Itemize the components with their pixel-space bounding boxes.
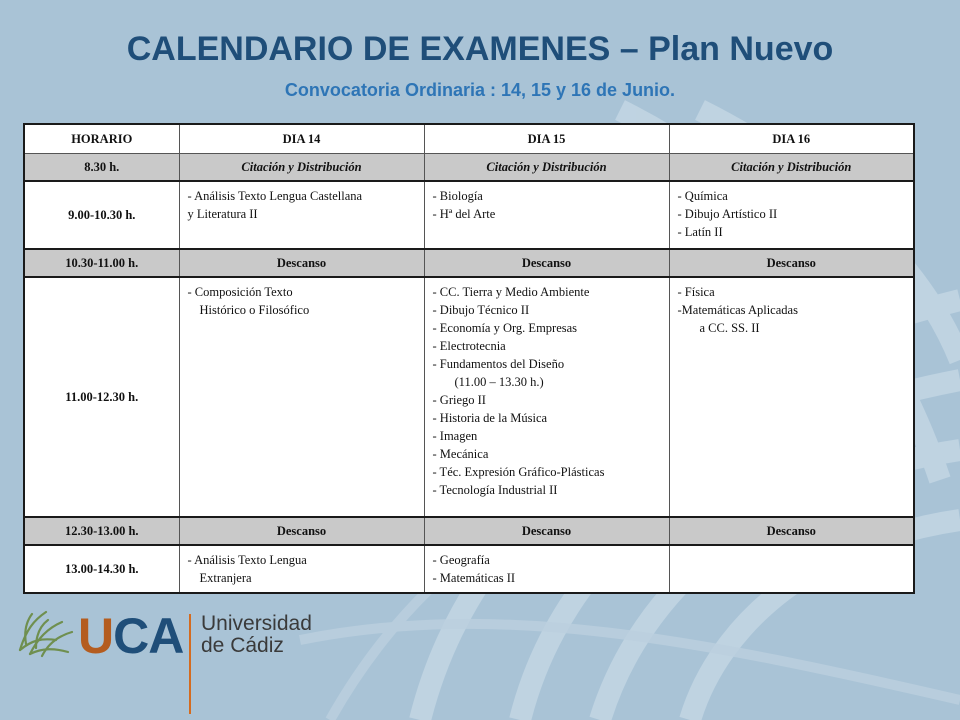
time-cell: 9.00-10.30 h. [24,181,179,249]
header-dia-16: DIA 16 [669,124,914,154]
table-row [24,517,914,545]
exam-line: - Mecánica [432,447,489,461]
uca-logo-text [78,607,183,665]
exam-line: - Electrotecnia [432,339,506,353]
break-cell: Descanso [179,517,424,545]
time-cell: 8.30 h. [24,154,179,182]
exam-line: - Griego II [432,393,486,407]
break-cell: Descanso [424,249,669,277]
exam-cell [669,181,914,249]
time-cell: 10.30-11.00 h. [24,249,179,277]
exam-line: - Física [677,285,715,299]
exam-cell: Citación y Distribución [424,154,669,182]
exam-cell: Citación y Distribución [179,154,424,182]
exam-line: - Imagen [432,429,478,443]
logo-mark-u: U [78,608,114,664]
header-dia-14: DIA 14 [179,124,424,154]
exam-line: - Dibujo Técnico II [432,303,530,317]
page-subtitle: Convocatoria Ordinaria : 14, 15 y 16 de Junio. [284,80,676,100]
logo-mark-ca: CA [113,608,184,664]
exam-line: - Téc. Expresión Gráfico-Plásticas [432,465,605,479]
exam-line: - Hª del Arte [432,207,496,221]
exam-schedule-table [23,123,915,594]
exam-cell [179,277,424,517]
exam-line: - Análisis Texto Lengua [187,553,307,567]
exam-line: - Dibujo Artístico II [677,207,778,221]
exam-line: - Geografía [432,553,490,567]
exam-cell [669,277,914,517]
exam-cell [424,181,669,249]
exam-line: - Biología [432,189,483,203]
page-title: CALENDARIO DE EXAMENES – Plan Nuevo [126,30,834,68]
exam-cell [179,181,424,249]
exam-line: - Historia de la Música [432,411,548,425]
table-row [24,545,914,593]
exam-line: - CC. Tierra y Medio Ambiente [432,285,590,299]
break-cell: Descanso [669,249,914,277]
exam-line: - Economía y Org. Empresas [432,321,578,335]
exam-line: - Matemáticas II [432,571,516,585]
exam-line: - Fundamentos del Diseño [432,357,565,371]
table-row [24,277,914,517]
table-row [24,181,914,249]
header-dia-15: DIA 15 [424,124,669,154]
exam-line: (11.00 – 13.30 h.) [454,375,544,389]
exam-line: - Latín II [677,225,723,239]
exam-line: -Matemáticas Aplicadas [677,303,798,317]
exam-cell [424,277,669,517]
table-row [24,154,914,182]
university-name-line2: de Cádiz [201,634,284,657]
time-cell: 11.00-12.30 h. [24,277,179,517]
time-cell: 12.30-13.00 h. [24,517,179,545]
exam-cell [179,545,424,593]
exam-line: y Literatura II [187,207,258,221]
university-name-line1: Universidad [201,612,312,635]
time-cell: 13.00-14.30 h. [24,545,179,593]
exam-cell [424,545,669,593]
logo-divider [189,614,191,714]
exam-line: Histórico o Filosófico [199,303,310,317]
break-cell: Descanso [179,249,424,277]
break-cell: Descanso [669,517,914,545]
table-row [24,249,914,277]
exam-cell-empty [669,545,914,593]
exam-line: - Tecnología Industrial II [432,483,558,497]
exam-cell: Citación y Distribución [669,154,914,182]
exam-line: a CC. SS. II [699,321,760,335]
break-cell: Descanso [424,517,669,545]
exam-line: - Análisis Texto Lengua Castellana [187,189,363,203]
header-horario: HORARIO [24,124,179,154]
table-header-row [24,124,914,154]
exam-line: - Composición Texto [187,285,293,299]
exam-line: - Química [677,189,728,203]
exam-line: Extranjera [199,571,252,585]
